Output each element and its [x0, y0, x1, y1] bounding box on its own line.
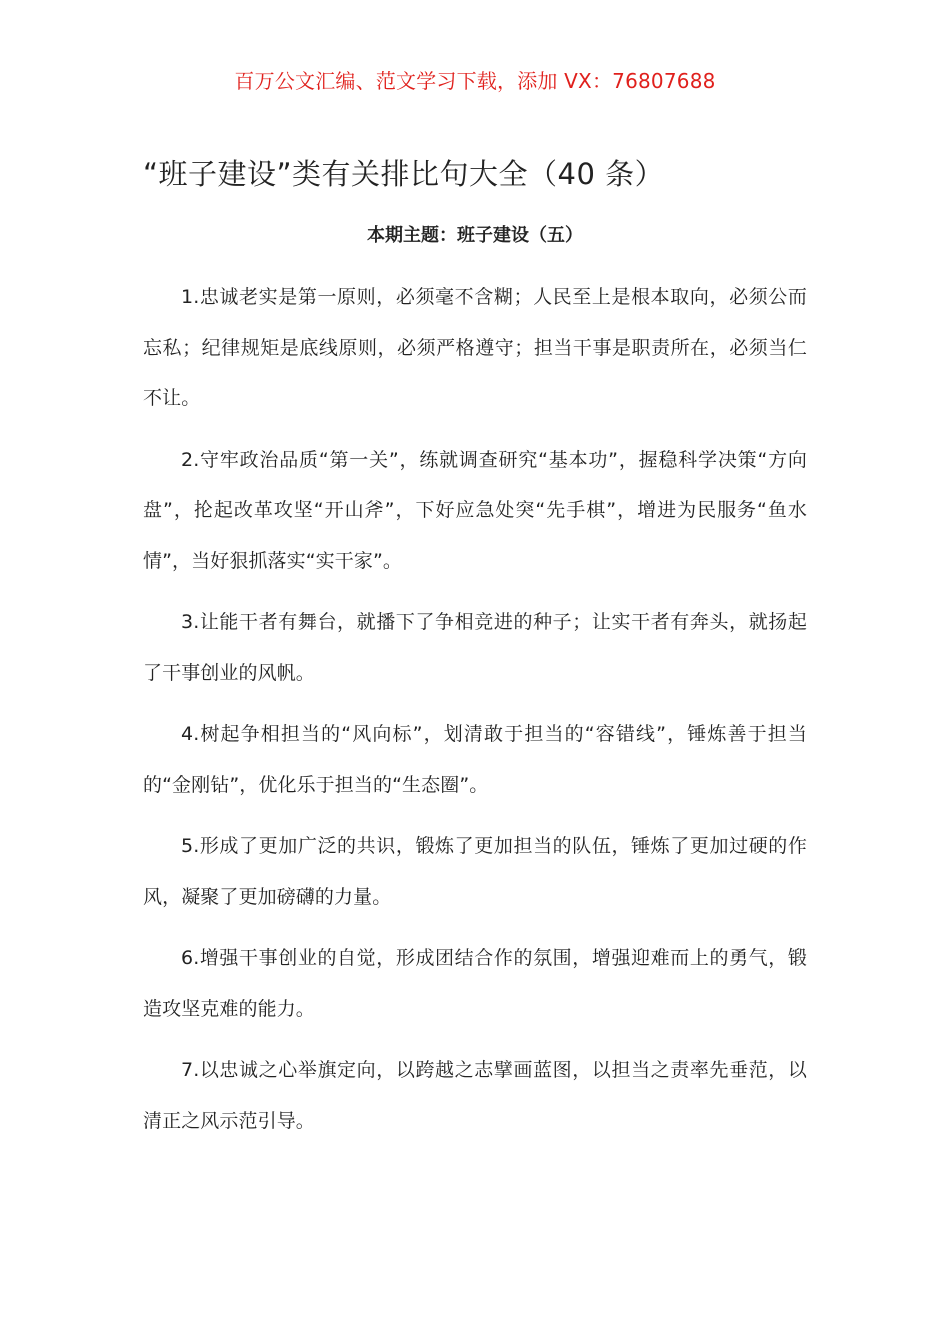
document-title: “班子建设”类有关排比句大全（40 条）: [143, 157, 665, 191]
document-body: [143, 272, 807, 1157]
paragraph-5: 5.形成了更加广泛的共识，锻炼了更加担当的队伍，锤炼了更加过硬的作风，凝聚了更加磅礴的力量。: [143, 835, 807, 908]
header-promo-note: 百万公文汇编、范文学习下载，添加 VX：76807688: [234, 69, 716, 93]
paragraph-6: 6.增强干事创业的自觉，形成团结合作的氛围，增强迎难而上的勇气，锻造攻坚克难的能力。: [143, 947, 807, 1020]
paragraph-2: 2.守牢政治品质“第一关”，练就调查研究“基本功”，握稳科学决策“方向盘”，抡起改革攻坚“开山斧”，下好应急处突“先手棋”，增进为民服务“鱼水情”，当好狠抓落实“实干家”。: [143, 448, 807, 572]
paragraph-7: 7.以忠诚之心举旗定向，以跨越之志擘画蓝图，以担当之责率先垂范，以清正之风示范引导。: [143, 1059, 807, 1132]
document-subtitle: 本期主题：班子建设（五）: [367, 225, 583, 246]
paragraph-4: 4.树起争相担当的“风向标”，划清敢于担当的“容错线”，锤炼善于担当的“金刚钻”，优化乐于担当的“生态圈”。: [143, 723, 807, 796]
paragraph-3: 3.让能干者有舞台，就播下了争相竞进的种子；让实干者有奔头，就扬起了干事创业的风帆。: [143, 611, 807, 684]
paragraph-1: 1.忠诚老实是第一原则，必须毫不含糊；人民至上是根本取向，必须公而忘私；纪律规矩是底线原则，必须严格遵守；担当干事是职责所在，必须当仁不让。: [143, 286, 807, 409]
